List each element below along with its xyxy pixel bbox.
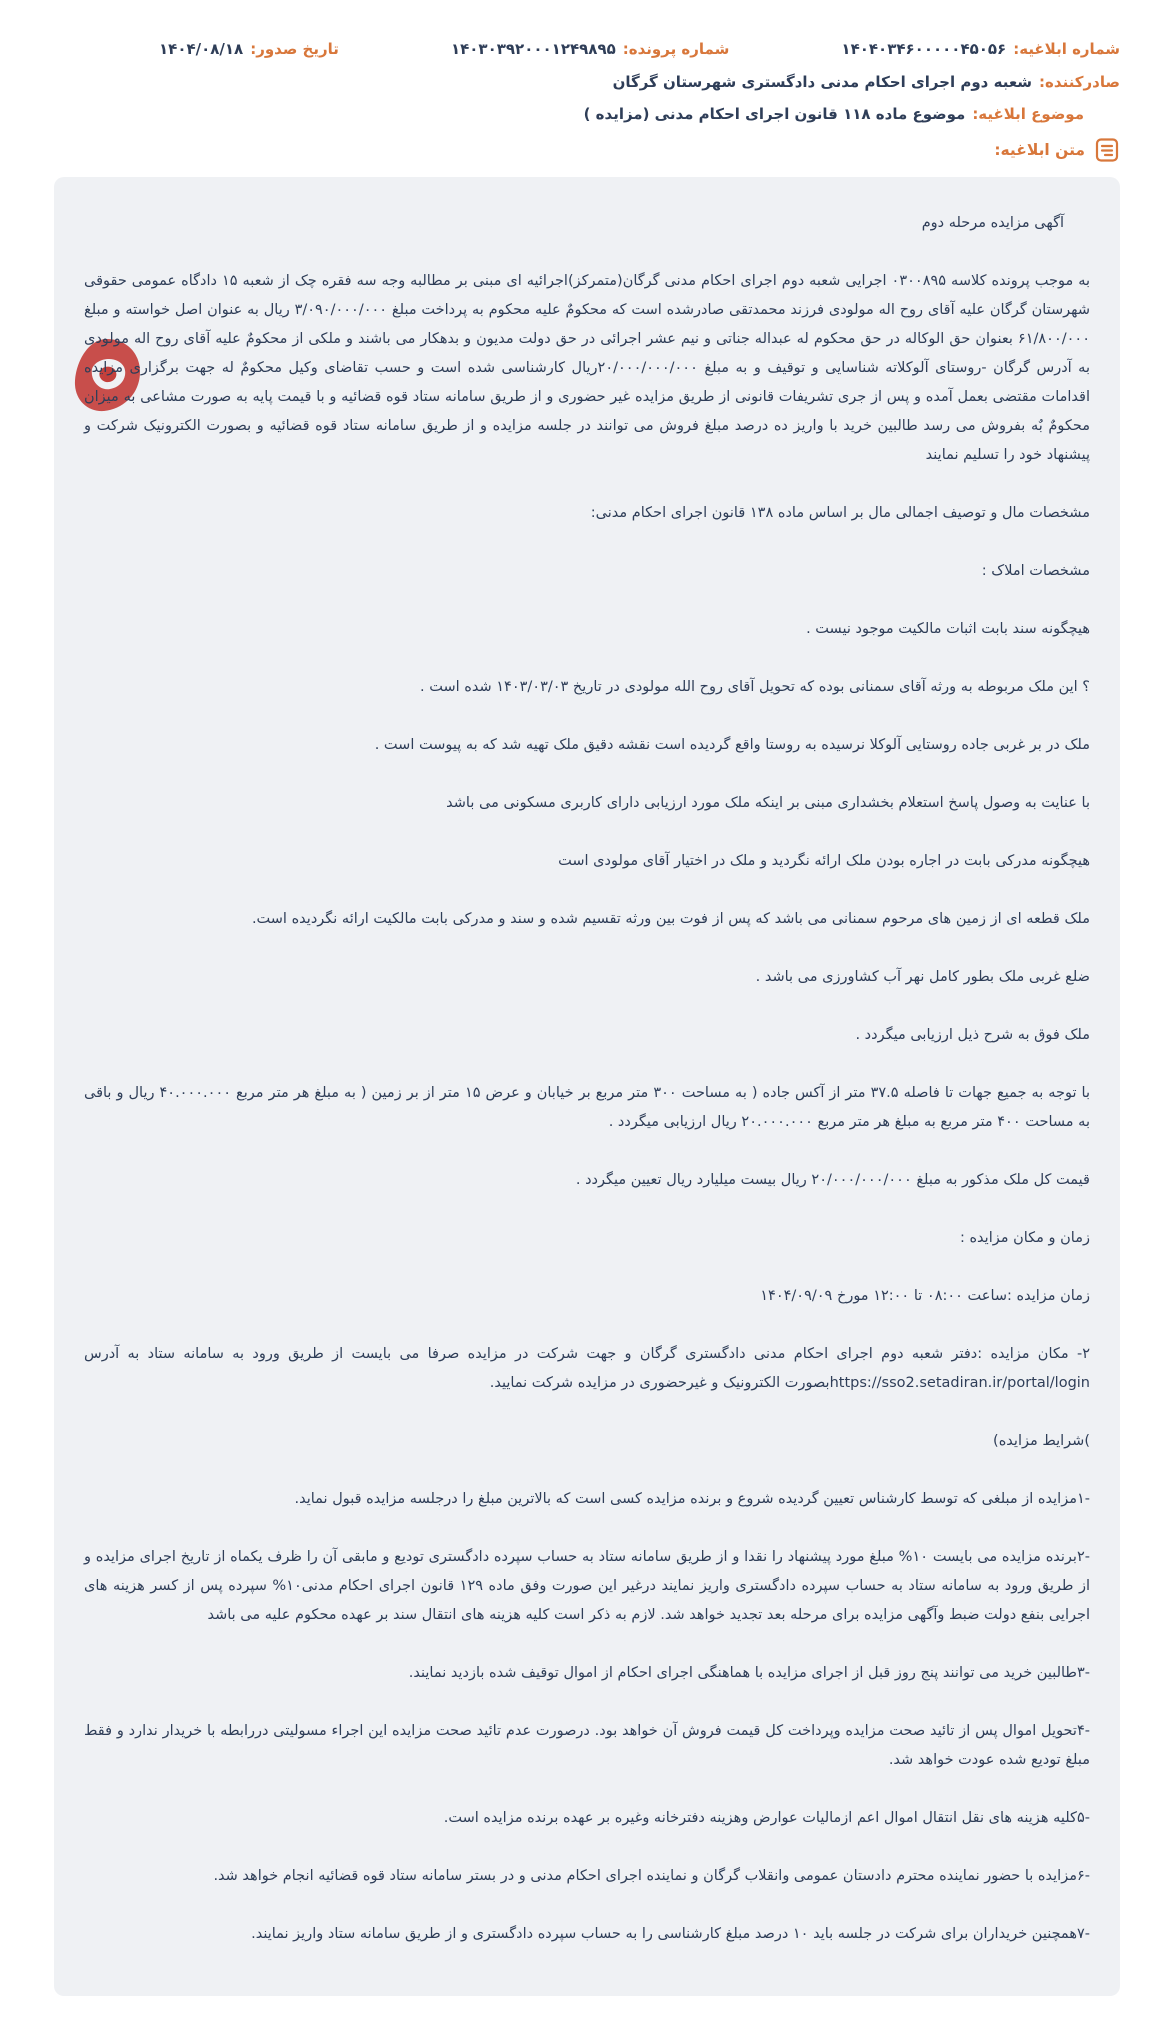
- notice-text-label: متن ابلاغیه:: [994, 141, 1085, 159]
- notice-paragraph: ملک قطعه ای از زمین های مرحوم سمنانی می باشد که پس از فوت بین ورثه تقسیم شده و سند و مدرکی بابت مالکیت ارائه نگردیده است.: [251, 911, 1090, 927]
- condition-item: -۲برنده مزایده می بایست ۱۰% مبلغ مورد پیشنهاد را نقدا و از طریق سامانه ستاد به حساب سپرده دادگستری تودیع و مابقی آن را ظرف یکماه از تاریخ اجرای مزایده و از طریق ورود به سامانه ستاد به حساب سپرده دادگستری واریز نمایند درغیر این صورت وفق ماده ۱۲۹ قانون اجرای احکام مدنی۱۰% سپرده پس از کسر هزینه های اجرایی بنفع دولت ضبط وآگهی مزایده برای مرحله بعد تجدید خواهد شد. لازم به ذکر است کلیه هزینه های انتقال سند بر عهده محکوم علیه می باشد: [84, 1549, 1090, 1623]
- issuer-row: [54, 73, 1120, 91]
- condition-item: -۴تحویل اموال پس از تائید صحت مزایده وپرداخت کل قیمت فروش آن خواهد بود. درصورت عدم تائید صحت مزایده این اجراء مسولیتی دررابطه با خریدار ندارد و فقط مبلغ تودیع شده عودت خواهد شد.: [84, 1723, 1090, 1768]
- case-number: [451, 40, 729, 58]
- auction-notice-title: آگهی مزایده مرحله دوم: [921, 215, 1064, 231]
- notice-paragraph: ملک فوق به شرح ذیل ارزیابی میگردد .: [855, 1027, 1090, 1043]
- subject-row: [54, 105, 1120, 123]
- notice-body-box: [54, 177, 1120, 1996]
- notice-number-value: ۱۴۰۴۰۳۴۶۰۰۰۰۰۴۵۰۵۶: [841, 40, 1007, 58]
- notice-paragraph: ملک در بر غربی جاده روستایی آلوکلا نرسیده به روستا واقع گردیده است نقشه دقیق ملک تهیه شد که به پیوست است .: [374, 737, 1090, 753]
- notice-paragraph: ضلع غربی ملک بطور کامل نهر آب کشاورزی می باشد .: [755, 969, 1090, 985]
- issuer-label: صادرکننده:: [1039, 73, 1120, 91]
- notice-text-header: [54, 137, 1120, 163]
- subject-value: موضوع ماده ۱۱۸ قانون اجرای احکام مدنی (مزایده ): [583, 105, 966, 123]
- subject-label: موضوع ابلاغیه:: [972, 105, 1084, 123]
- case-number-value: ۱۴۰۳۰۳۹۲۰۰۰۱۲۴۹۸۹۵: [450, 40, 616, 58]
- notice-paragraph: هیچگونه سند بابت اثبات مالکیت موجود نیست .: [806, 621, 1090, 637]
- notice-paragraph: هیچگونه مدرکی بابت در اجاره بودن ملک ارائه نگردید و ملک در اختیار آقای مولودی است: [558, 853, 1090, 869]
- valuation-paragraph: با توجه به جمیع جهات تا فاصله ۳۷.۵ متر از آکس جاده ( به مساحت ۳۰۰ متر مربع بر خیابان و عرض ۱۵ متر از بر زمین ( به مبلغ هر متر مربع ۴۰.۰۰۰.۰۰۰ ریال و باقی به مساحت ۴۰۰ متر مربع به مبلغ هر متر مربع ۲۰.۰۰۰.۰۰۰ ریال ارزیابی میگردد .: [84, 1085, 1091, 1130]
- case-summary-paragraph: به موجب پرونده کلاسه ۰۳۰۰۸۹۵ اجرایی شعبه دوم اجرای احکام مدنی گرگان(متمرکز)اجرائیه ای مبنی بر مطالبه وجه سه فقره چک از شعبه ۱۵ دادگاه عمومی حقوقی شهرستان گرگان علیه آقای روح اله مولودی فرزند محمدتقی صادرشده است که محکومٌ علیه محکوم به پرداخت مبلغ ۳/۰۹۰/۰۰۰/۰۰۰ ریال به عنوان اصل خواسته و مبلغ ۶۱/۸۰۰/۰۰۰ بعنوان حق الوکاله در حق محکوم له عبداله جناتی و نیم عشر اجرائی در حق دولت مدیون و بدهکار می باشند و ملکی از محکومٌ علیه آقای روح اله مولودی به آدرس گرگان -روستای آلوکلاته شناسایی و توقیف و به مبلغ ۲۰/۰۰۰/۰۰۰/۰۰۰ریال کارشناسی شده است و حسب تقاضای وکیل محکومٌ له جهت برگزاری مزایده اقدامات مقتضی بعمل آمده و پس از جری تشریفات قانونی از طریق مزایده غیر حضوری و از طریق سامانه ستاد قوه قضائیه و با قیمت پایه به صورت مشاعی به میزان محکومٌ بٌه بفروش می رسد طالبین خرید با واریز ده درصد مبلغ فروش می توانند در جلسه مزایده و از طریق سامانه ستاد قوه قضائیه و بصورت الکترونیک شرکت و پیشنهاد خود را تسلیم نمایند: [84, 273, 1091, 463]
- issue-date: [159, 40, 339, 58]
- auction-time-paragraph: زمان مزایده :ساعت ۰۸:۰۰ تا ۱۲:۰۰ مورخ ۱۴۰۴/۰۹/۰۹: [760, 1288, 1090, 1304]
- issue-date-label: تاریخ صدور:: [250, 40, 339, 58]
- condition-item: -۶مزایده با حضور نماینده محترم دادستان عمومی وانقلاب گرگان و نماینده اجرای احکام مدنی و در بستر سامانه ستاد قوه قضائیه انجام خواهد شد.: [213, 1868, 1090, 1884]
- condition-item: -۵کلیه هزینه های نقل انتقال اموال اعم ازمالیات عوارض وهزینه دفترخانه وغیره بر عهده برنده مزایده است.: [443, 1810, 1090, 1826]
- condition-item: -۷همچنین خریداران برای شرکت در جلسه باید ۱۰ درصد مبلغ کارشناسی را به حساب سپرده دادگستری و از طریق سامانه ستاد واریز نمایند.: [251, 1926, 1090, 1942]
- header-meta-row: [54, 40, 1120, 58]
- notice-paragraph: ؟ این ملک مربوطه به ورثه آقای سمنانی بوده که تحویل آقای روح الله مولودی در تاریخ ۱۴۰۳/۰۳/۰۳ شده است .: [420, 679, 1090, 695]
- condition-item: -۱مزایده از مبلغی که توسط کارشناس تعیین گردیده شروع و برنده مزایده کسی است که بالاترین مبلغ را درجلسه مزایده قبول نماید.: [294, 1491, 1090, 1507]
- total-price-paragraph: قیمت کل ملک مذکور به مبلغ ۲۰/۰۰۰/۰۰۰/۰۰۰ ریال بیست میلیارد ریال تعیین میگردد .: [575, 1172, 1090, 1188]
- condition-item: -۳طالبین خرید می توانند پنج روز قبل از اجرای مزایده با هماهنگی اجرای احکام از اموال توقیف شده بازدید نمایند.: [408, 1665, 1090, 1681]
- property-spec-heading: مشخصات مال و توصیف اجمالی مال بر اساس ماده ۱۳۸ قانون اجرای احکام مدنی:: [590, 505, 1090, 521]
- notice-number: [841, 40, 1120, 58]
- issuer-value: شعبه دوم اجرای احکام مدنی دادگستری شهرستان گرگان: [612, 73, 1033, 91]
- notice-paragraph: با عنایت به وصول پاسخ استعلام بخشداری مبنی بر اینکه ملک مورد ارزیابی دارای کاربری مسکونی می باشد: [446, 795, 1090, 811]
- document-icon: [1094, 137, 1120, 163]
- conditions-heading: )شرایط مزایده): [993, 1433, 1090, 1449]
- auction-place-paragraph: ۲- مکان مزایده :دفتر شعبه دوم اجرای احکام مدنی دادگستری گرگان و جهت شرکت در مزایده صرفا می بایست از طریق ورود به سامانه ستاد به آدرس https://sso2.setadiran.ir/portal/loginبصورت الکترونیک و غیرحضوری در مزایده شرکت نمایید.: [84, 1346, 1090, 1391]
- case-number-label: شماره پرونده:: [622, 40, 730, 58]
- issue-date-value: ۱۴۰۴/۰۸/۱۸: [159, 40, 244, 58]
- time-place-heading: زمان و مکان مزایده :: [959, 1230, 1090, 1246]
- notice-number-label: شماره ابلاغیه:: [1013, 40, 1120, 58]
- notice-paragraph: مشخصات املاک :: [981, 563, 1090, 579]
